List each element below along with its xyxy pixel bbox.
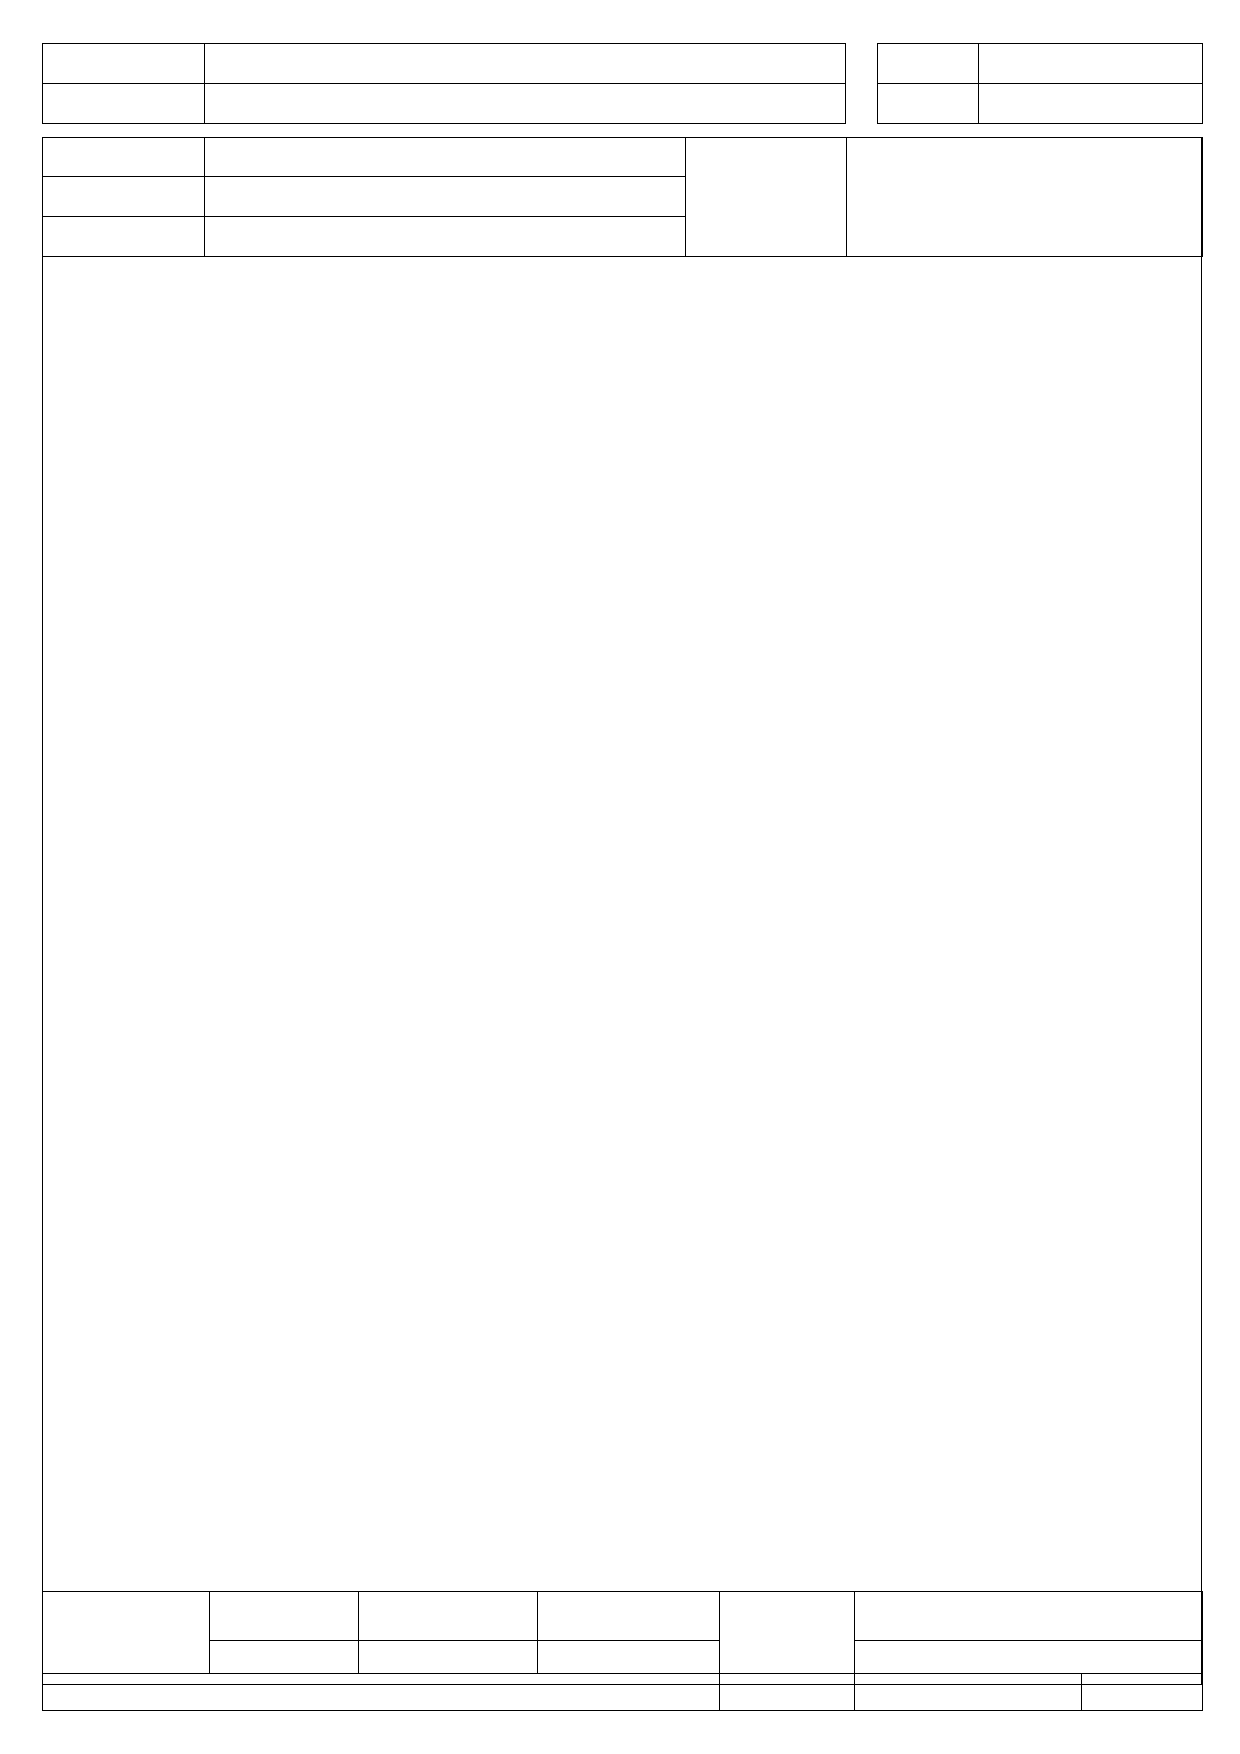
footer-product-name — [855, 1592, 1203, 1641]
footer-product-model — [855, 1641, 1203, 1674]
scale-label — [359, 1592, 538, 1641]
ref-number-value — [855, 1674, 1082, 1711]
projection-method — [43, 1592, 210, 1674]
title-block — [42, 1591, 1203, 1711]
name-model-labels — [720, 1592, 855, 1674]
date-value — [538, 1641, 720, 1674]
company-name — [43, 1674, 720, 1711]
scale-value — [359, 1641, 538, 1674]
document-type — [1082, 1674, 1203, 1711]
date-label — [538, 1592, 720, 1641]
ref-number-label — [720, 1674, 855, 1711]
unit-label — [210, 1592, 359, 1641]
unit-value — [210, 1641, 359, 1674]
